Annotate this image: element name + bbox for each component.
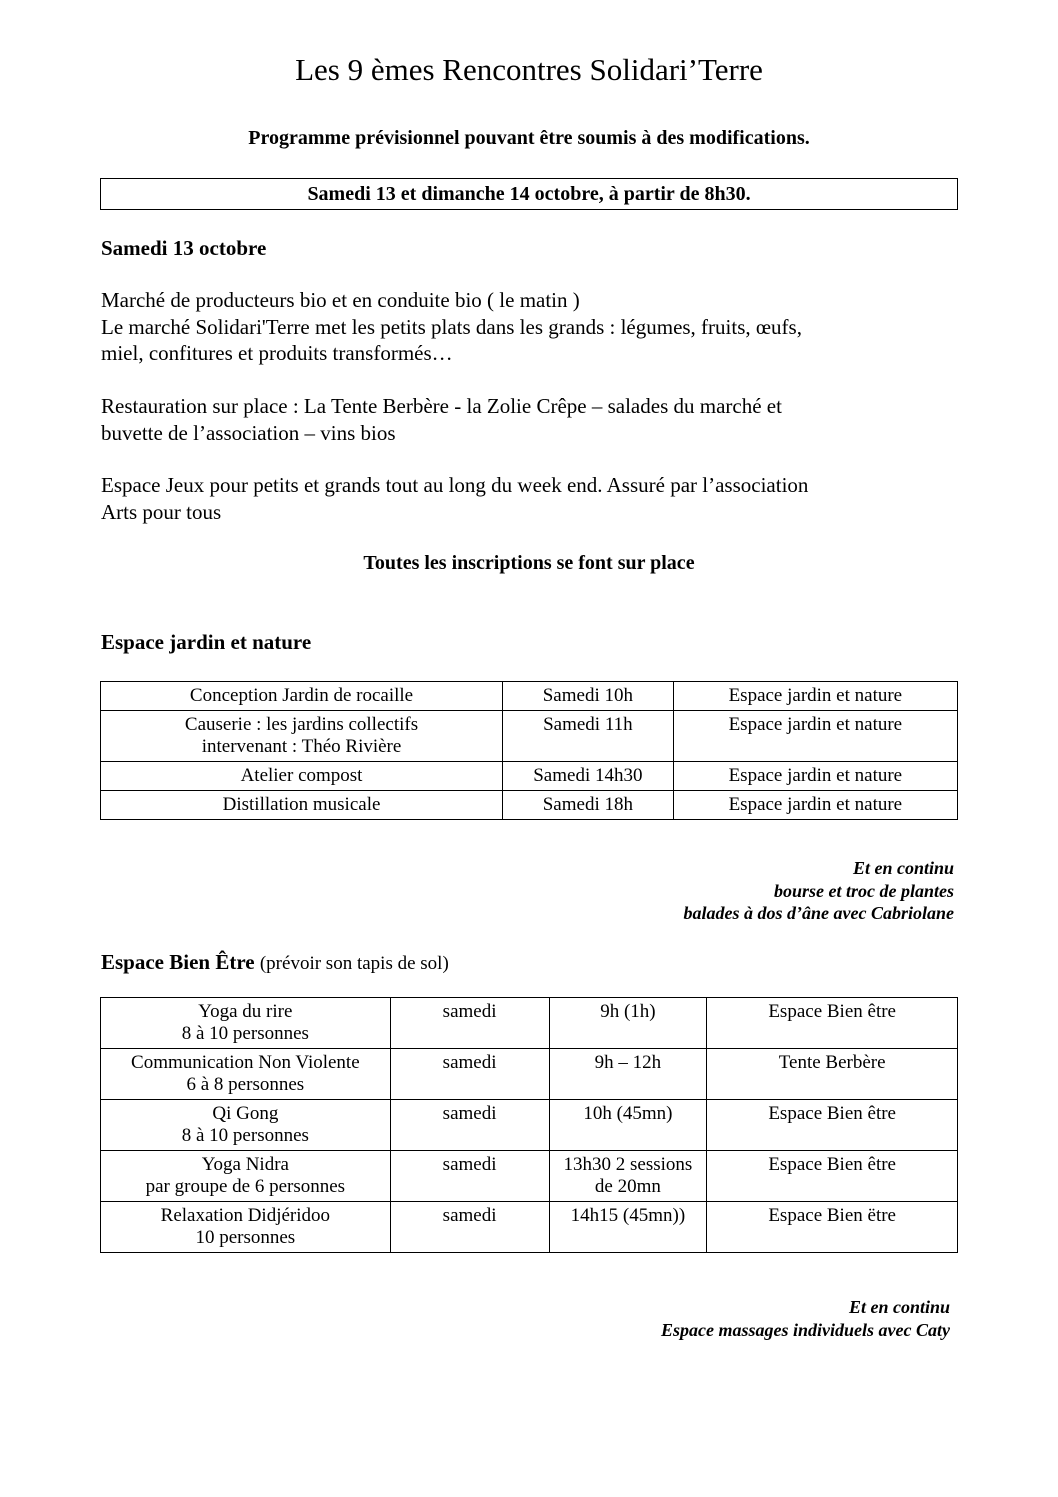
table-cell xyxy=(549,1202,707,1253)
table-cell xyxy=(707,998,958,1049)
cell-text: 9h – 12h xyxy=(594,1052,662,1073)
cell-text: Distillation musicale xyxy=(222,794,381,815)
garden-heading: Espace jardin et nature xyxy=(101,630,312,654)
table-cell xyxy=(503,682,674,711)
market-line: miel, confitures et produits transformés… xyxy=(101,341,453,365)
cell-text: de 20mn xyxy=(594,1176,661,1197)
cell-text: Espace Bien être xyxy=(768,1103,896,1124)
cell-text: 6 à 8 personnes xyxy=(186,1074,305,1095)
table-cell xyxy=(503,762,674,791)
table-row xyxy=(101,711,958,762)
table-cell xyxy=(101,1049,391,1100)
continu-line: balades à dos d’âne avec Cabriolane xyxy=(683,903,954,923)
cell-text: Samedi 10h xyxy=(542,685,633,706)
table-cell xyxy=(101,1151,391,1202)
table-cell xyxy=(549,1100,707,1151)
table-cell xyxy=(101,998,391,1049)
table-cell xyxy=(503,791,674,820)
cell-text: Espace Bien être xyxy=(768,1001,896,1022)
table-row xyxy=(101,682,958,711)
table-cell xyxy=(390,1100,549,1151)
cell-text: 13h30 2 sessions xyxy=(563,1154,693,1175)
games-line: Espace Jeux pour petits et grands tout au long du week end. Assuré par l’association xyxy=(101,473,809,497)
cell-text: Espace jardin et nature xyxy=(728,685,903,706)
cell-text: samedi xyxy=(442,1154,497,1175)
garden-continu xyxy=(684,857,954,925)
cell-text: Samedi 14h30 xyxy=(533,765,643,786)
table-cell xyxy=(673,791,957,820)
cell-text: Tente Berbère xyxy=(778,1052,886,1073)
cell-text: 9h (1h) xyxy=(600,1001,656,1022)
cell-text: samedi xyxy=(442,1103,497,1124)
table-row xyxy=(101,1100,958,1151)
table-cell xyxy=(707,1049,958,1100)
wellbeing-heading-title: Espace Bien Être xyxy=(101,950,255,974)
table-row xyxy=(101,791,958,820)
table-cell xyxy=(101,711,503,762)
food-paragraph xyxy=(101,393,961,446)
cell-text: 8 à 10 personnes xyxy=(181,1023,309,1044)
table-cell xyxy=(101,791,503,820)
games-paragraph xyxy=(101,472,961,525)
continu-line: bourse et troc de plantes xyxy=(774,880,954,901)
continu-line: Et en continu xyxy=(852,858,954,878)
cell-text: Espace jardin et nature xyxy=(728,765,903,786)
table-cell xyxy=(707,1100,958,1151)
continu-line: Et en continu xyxy=(848,1297,950,1317)
cell-text: Atelier compost xyxy=(240,765,363,786)
cell-text: Espace jardin et nature xyxy=(728,714,903,735)
table-cell xyxy=(673,682,957,711)
cell-text: Conception Jardin de rocaille xyxy=(189,685,414,706)
table-cell xyxy=(549,1049,707,1100)
food-line: Restauration sur place : La Tente Berbère - la Zolie Crêpe – salades du marché et xyxy=(101,394,782,418)
inscriptions-note: Toutes les inscriptions se font sur place xyxy=(363,552,695,574)
food-line: buvette de l’association – vins bios xyxy=(101,420,396,445)
wellbeing-continu xyxy=(661,1296,950,1341)
cell-text: Yoga du rire xyxy=(198,1001,293,1022)
table-cell xyxy=(390,1049,549,1100)
cell-text: samedi xyxy=(442,1205,497,1226)
continu-line: Espace massages individuels avec Caty xyxy=(661,1319,950,1340)
document-subtitle: Programme prévisionnel pouvant être soumis à des modifications. xyxy=(248,127,810,149)
cell-text: samedi xyxy=(442,1001,497,1022)
wellbeing-table xyxy=(100,997,958,1253)
cell-text: Causerie : les jardins collectifs xyxy=(184,714,419,735)
market-paragraph xyxy=(101,287,961,367)
cell-text: 8 à 10 personnes xyxy=(181,1125,309,1146)
day-heading: Samedi 13 octobre xyxy=(101,236,267,260)
table-row xyxy=(101,1151,958,1202)
cell-text: samedi xyxy=(442,1052,497,1073)
cell-text: Samedi 18h xyxy=(542,794,633,815)
garden-table xyxy=(100,681,958,820)
table-cell xyxy=(390,998,549,1049)
cell-text: 10h (45mn) xyxy=(583,1103,673,1124)
cell-text: 14h15 (45mn)) xyxy=(570,1205,686,1226)
cell-text: Qi Gong xyxy=(212,1103,279,1124)
wellbeing-heading xyxy=(101,950,449,975)
table-cell xyxy=(101,762,503,791)
cell-text: par groupe de 6 personnes xyxy=(145,1176,346,1197)
table-cell xyxy=(390,1202,549,1253)
table-cell xyxy=(101,1202,391,1253)
table-row xyxy=(101,998,958,1049)
table-cell xyxy=(549,1151,707,1202)
cell-text: Relaxation Didjéridoo xyxy=(160,1205,331,1226)
table-cell xyxy=(673,762,957,791)
cell-text: Espace jardin et nature xyxy=(728,794,903,815)
market-line: Marché de producteurs bio et en conduite bio ( le matin ) xyxy=(101,288,580,312)
document-title: Les 9 èmes Rencontres Solidari’Terre xyxy=(295,52,763,87)
games-line: Arts pour tous xyxy=(101,499,222,524)
cell-text: Communication Non Violente xyxy=(131,1052,360,1073)
cell-text: 10 personnes xyxy=(195,1227,296,1248)
date-banner: Samedi 13 et dimanche 14 octobre, à partir de 8h30. xyxy=(100,178,958,210)
table-cell xyxy=(101,1100,391,1151)
wellbeing-heading-note: (prévoir son tapis de sol) xyxy=(259,953,449,974)
table-cell xyxy=(673,711,957,762)
cell-text: Espace Bien ëtre xyxy=(768,1205,896,1226)
table-cell xyxy=(390,1151,549,1202)
table-cell xyxy=(707,1202,958,1253)
market-line: Le marché Solidari'Terre met les petits plats dans les grands : légumes, fruits, œufs, xyxy=(101,314,802,339)
cell-text: Espace Bien être xyxy=(768,1154,896,1175)
cell-text: intervenant : Théo Rivière xyxy=(201,736,402,757)
table-cell xyxy=(707,1151,958,1202)
table-row xyxy=(101,1049,958,1100)
table-cell xyxy=(549,998,707,1049)
table-cell xyxy=(101,682,503,711)
table-row xyxy=(101,1202,958,1253)
cell-text: Yoga Nidra xyxy=(201,1154,289,1175)
table-row xyxy=(101,762,958,791)
cell-text: Samedi 11h xyxy=(543,714,633,735)
table-cell xyxy=(503,711,674,762)
